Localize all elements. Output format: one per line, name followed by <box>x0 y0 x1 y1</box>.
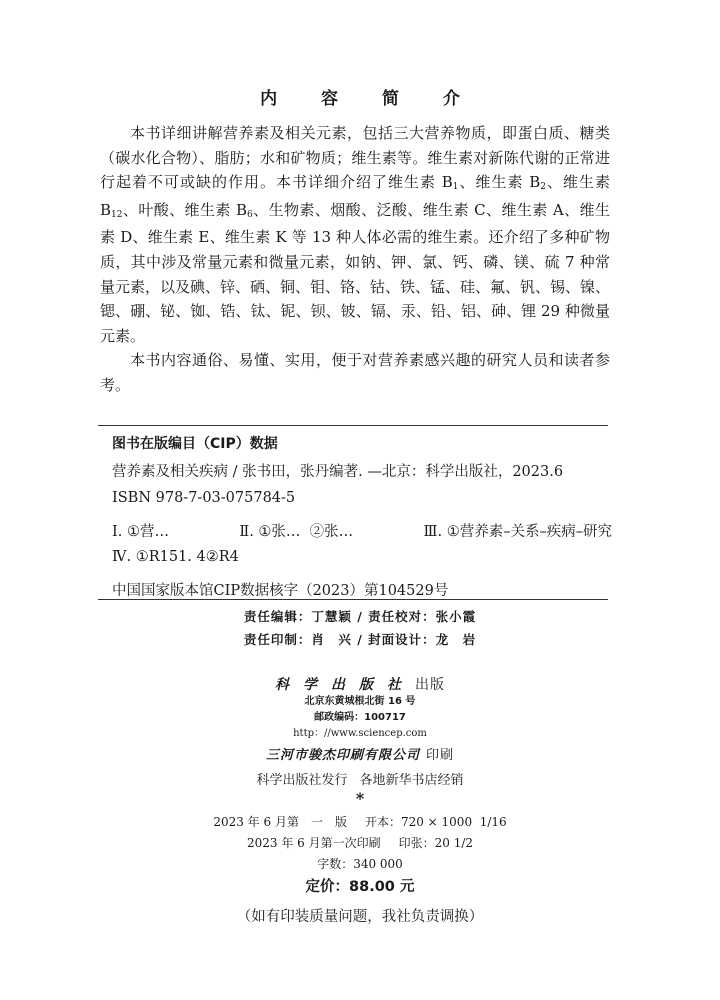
distribution <box>0 769 720 788</box>
publisher-name-suffix: 出版 <box>415 677 445 693</box>
cip-class-4: Ⅳ. ①R151. 4②R4 <box>112 549 239 565</box>
credits-production: 责任印制：肖 兴 / 封面设计：龙 岩 <box>243 632 477 647</box>
cip-title-line: 营养素及相关疾病 / 张书田，张丹编著. —北京：科学出版社，2023.6 <box>112 464 564 480</box>
synopsis-paragraph: 本书内容通俗、易懂、实用，便于对营养素感兴趣的研究人员和读者参考。 <box>100 351 610 394</box>
price: 定价：88.00 元 <box>305 879 415 895</box>
asterisk-separator: * <box>355 789 365 808</box>
seller: 各地新华书店经销 <box>359 773 464 788</box>
bottom-divider <box>98 599 608 600</box>
subscript: 1 <box>452 182 459 193</box>
synopsis-paragraph <box>100 121 610 348</box>
specs-row-price <box>0 877 720 898</box>
printer-suffix: 印刷 <box>426 748 455 763</box>
printer <box>0 744 720 763</box>
subscript: 6 <box>247 209 253 220</box>
specs-row-printing <box>0 833 720 854</box>
word-count: 字数：340 000 <box>317 857 403 871</box>
synopsis-text: 、维生素 B <box>458 173 541 192</box>
synopsis <box>100 121 610 398</box>
subscript: 2 <box>540 182 546 193</box>
synopsis-text: 、叶酸、维生素 B <box>122 200 248 219</box>
cip-class-3: Ⅲ. ①营养素–关系–疾病–研究 <box>423 524 612 540</box>
cip-class-2: Ⅱ. ①张… ②张… <box>239 524 354 540</box>
distributor: 科学出版社发行 <box>256 773 348 788</box>
synopsis-text: 、维生素 B <box>100 173 610 219</box>
specs-row-edition <box>0 812 720 833</box>
publisher-url: http：//www.sciencep.com <box>293 728 427 739</box>
cip-classification <box>112 522 612 542</box>
specs-block <box>0 812 720 898</box>
format: 开本：720 × 1000 1/16 <box>364 815 507 829</box>
top-divider <box>98 425 608 426</box>
page-title: 内 容 简 介 <box>260 89 479 109</box>
cip-class-1: Ⅰ. ①营… <box>112 524 169 540</box>
publisher-name <box>0 674 720 694</box>
edition: 2023 年 6 月第 一 版 <box>213 815 347 829</box>
sheets: 印张：20 1/2 <box>398 836 474 850</box>
subscript: 12 <box>111 209 123 220</box>
printer-name: 三河市骏杰印刷有限公司 <box>265 748 420 763</box>
publisher-address: 北京东黄城根北街 16 号 <box>304 696 416 707</box>
specs-row-words <box>0 854 720 875</box>
publisher-postcode: 邮政编码：100717 <box>314 712 406 723</box>
publisher-block <box>0 674 720 806</box>
cip-heading: 图书在版编目（CIP）数据 <box>112 436 278 452</box>
cip-isbn: ISBN 978-7-03-075784-5 <box>112 490 296 506</box>
cip-block <box>112 434 612 607</box>
publisher-name-text: 科学出版社 <box>275 677 415 693</box>
printing: 2023 年 6 月第一次印刷 <box>246 836 381 850</box>
footer-note: （如有印装质量问题，我社负责调换） <box>236 909 484 925</box>
credits-editors: 责任编辑：丁慧颖 / 责任校对：张小霞 <box>243 609 477 624</box>
credits <box>0 605 720 651</box>
cip-record-number: 中国国家版本馆CIP数据核字（2023）第104529号 <box>112 583 449 599</box>
synopsis-text: 本书详细讲解营养素及相关元素，包括三大营养物质，即蛋白质、糖类（碳水化合物）、脂肪；水和矿物质；维生素等。维生素对新陈代谢的正常进行起着不可或缺的作用。本书详细介绍了维生素 B <box>100 124 610 192</box>
synopsis-text: 、生物素、烟酸、泛酸、维生素 C、维生素 A、维生素 D、维生素 E、维生素 K 等 13 种人体必需的维生素。还介绍了多种矿物质，其中涉及常量元素和微量元素，如钠、钾、氯、钙、磷、镁、硫 7 种常量元素，以及碘、锌、硒、铜、钼、铬、钴、铁、锰、硅、氟、钒、锡、镍、锶、硼、铋、铷、锆、钛、铌、钡、铍、镉、汞、铅、铝、砷、锂 29 种微量元素。 <box>100 200 611 345</box>
